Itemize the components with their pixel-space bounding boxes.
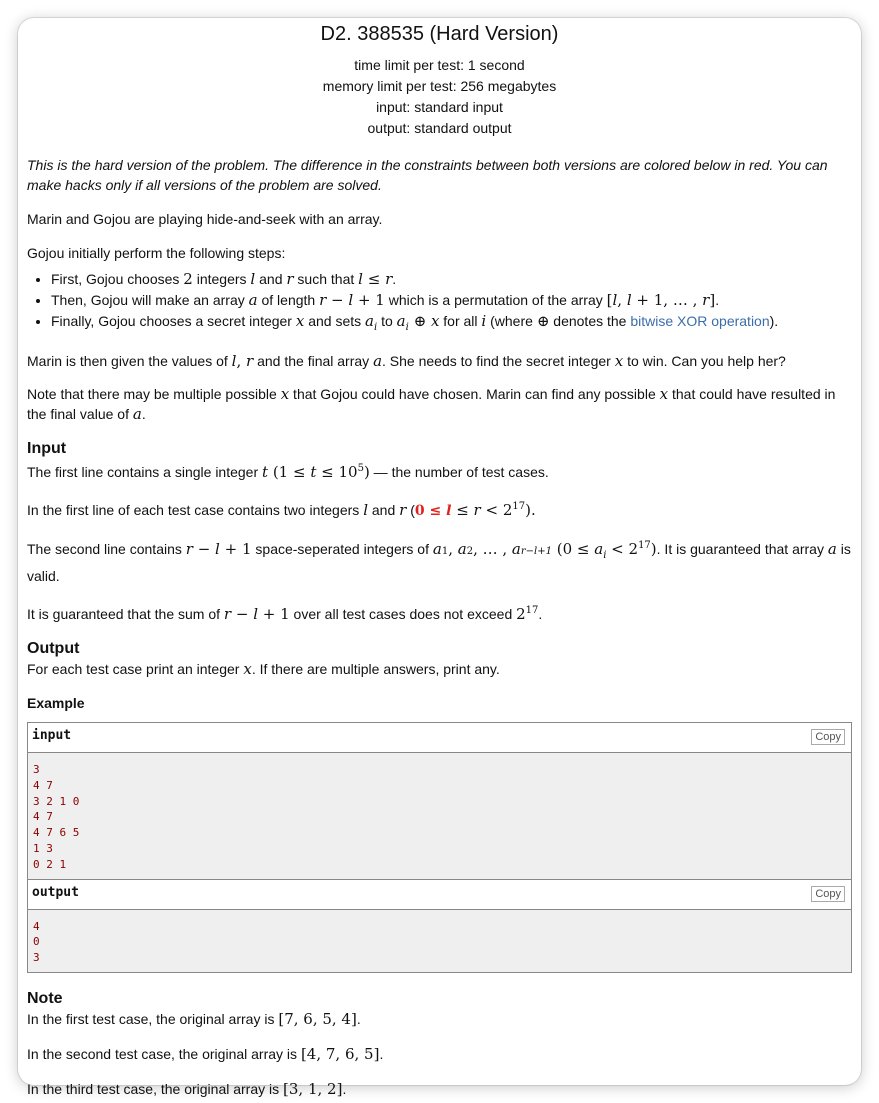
input-line-1: The first line contains a single integer t $(1 \le t \le 10^5)$ — the number of test cases. <box>27 463 549 481</box>
statement-intro: Marin and Gojou are playing hide-and-seek with an array. <box>27 211 383 227</box>
sample-output-header <box>28 879 851 910</box>
output-file: output: standard output <box>367 120 512 136</box>
statement-steps-intro: Gojou initially perform the following steps: <box>27 245 286 261</box>
memory-limit: memory limit per test: 256 megabytes <box>322 78 557 94</box>
legend: This is the hard version of the problem. The difference in the constraints between both versions are colored below in red. You can make hacks only if all versions of the problem are solved. <box>27 157 828 193</box>
note-3: In the third test case, the original array is [3, 1, 2]. <box>27 1079 347 1098</box>
output-heading: Output <box>27 640 80 657</box>
problem-card <box>18 18 861 1098</box>
problem-title: D2. 388535 (Hard Version) <box>320 23 559 45</box>
sample-input-line: 0 2 1 <box>33 857 67 871</box>
xor-link[interactable]: bitwise XOR operation <box>630 313 770 329</box>
copy-input-button[interactable]: Copy <box>811 729 845 745</box>
note-heading: Note <box>27 989 63 1007</box>
sample-output-line: 4 <box>33 919 40 933</box>
sample-output-label: output <box>32 884 79 900</box>
sample-input-label: input <box>32 728 72 743</box>
input-line-2: In the first line of each test case contains two integers l and r $(0 \le l \le r < 2^{17})$. <box>27 501 536 519</box>
sample-input-line: 4 7 6 5 <box>33 826 80 840</box>
steps-list <box>27 269 852 338</box>
copy-output-button[interactable]: Copy <box>811 886 845 902</box>
step-1: • First, Gojou chooses 2 integers l and r such that l ≤ r. <box>51 269 852 290</box>
sample-input-line: 1 3 <box>33 841 53 855</box>
sample-input-body <box>28 753 851 879</box>
note-2: In the second test case, the original array is [4, 7, 6, 5]. <box>27 1044 384 1063</box>
sample-output-body <box>28 910 851 972</box>
sample-output-line: 3 <box>33 951 40 965</box>
problem-limits <box>27 55 852 139</box>
sample-input-line: 3 <box>33 763 40 776</box>
output-line-1: For each test case print an integer x. If there are multiple answers, print any. <box>27 660 500 678</box>
step-2: • Then, Gojou will make an array a of length r − l + 1 which is a permutation of the array [l, l + 1, … , r]. <box>51 290 852 311</box>
statement-goal: Marin is then given the values of l, r and the final array a. She needs to find the secret integer x to win. Can you help her? <box>27 352 786 370</box>
statement-note: Note that there may be multiple possible x that Gojou could have chosen. Marin can find any possible x that could have resulted in the final value of a. <box>27 385 836 423</box>
sample-input-line: 4 7 <box>33 778 53 792</box>
sample-input-line: 4 7 <box>33 810 53 824</box>
input-file: input: standard input <box>376 99 503 115</box>
input-heading: Input <box>27 440 67 457</box>
input-line-3: The second line contains r − l + 1 space-seperated integers of a1, a2, … , ar−l+1 $(0 \le a_i < 2^{17})$. It is guaranteed that array a is valid. <box>27 540 851 584</box>
input-line-4: It is guaranteed that the sum of r − l + 1 over all test cases does not exceed $2^{17}$. <box>27 605 543 623</box>
example-heading: Example <box>27 695 85 711</box>
sample-input-line: 3 2 1 0 <box>33 794 80 808</box>
sample-output-line: 0 <box>33 935 40 949</box>
time-limit: time limit per test: 1 second <box>354 57 525 73</box>
sample-input-header <box>28 723 851 753</box>
step-3: • Finally, Gojou chooses a secret integer x and sets $a_i$ to $a_i$ ⊕ x for all i (where ⊕ denotes the bitwise XOR operation). <box>51 311 852 338</box>
sample-test <box>27 722 852 973</box>
note-1: In the first test case, the original array is [7, 6, 5, 4]. <box>27 1009 361 1028</box>
